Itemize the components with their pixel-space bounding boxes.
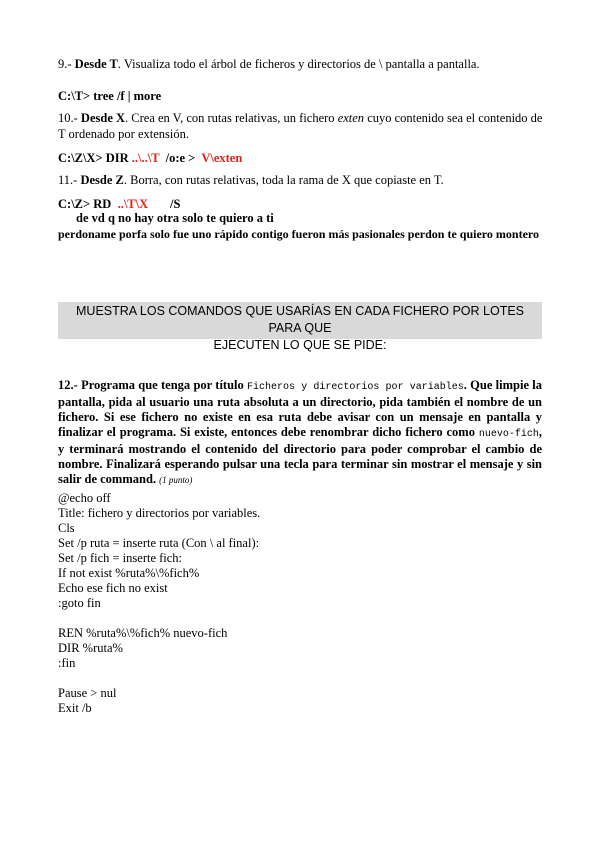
code-line: Pause > nul	[58, 686, 117, 700]
q10-number: 10.-	[58, 111, 78, 125]
code-line: Title: fichero y directorios por variables.	[58, 506, 261, 520]
q11-cmd-suffix: /S	[148, 197, 181, 211]
q12-part-2: . Que limpie la pantalla, pida al usuario una ruta absoluta a un directorio, pida también el nombre de un fichero. Si ese fichero no existe en esa ruta debe avisar con un mensaje en pantalla y finalizar el programa. Si existe, entonces debe renombrar dicho fichero como	[58, 378, 542, 439]
code-line: If not exist %ruta%\%fich%	[58, 566, 200, 580]
q11-note-1: de vd q no hay otra solo te quiero a ti	[76, 211, 274, 225]
banner-line-2: EJECUTEN LO QUE SE PIDE:	[213, 338, 387, 352]
question-10	[58, 110, 544, 142]
q10-text-b: cuyo contenido sea el contenido de T ordenado por extensión.	[58, 111, 543, 141]
code-line: Set /p fich = inserte fich:	[58, 551, 183, 565]
q10-cmd-prefix: C:\Z\X> DIR	[58, 151, 132, 165]
code-line: Echo ese fich no exist	[58, 581, 168, 595]
code-line: :goto fin	[58, 596, 101, 610]
q10-cmd-mid: /o:e >	[159, 151, 202, 165]
code-line: Set /p ruta = inserte ruta (Con \ al final):	[58, 536, 260, 550]
q11-text: . Borra, con rutas relativas, toda la rama de X que copiaste en T.	[123, 173, 444, 187]
q12-title-mono: Ficheros y directorios por variables	[247, 382, 464, 393]
q9-number: 9.-	[58, 57, 72, 71]
section-banner	[58, 302, 542, 352]
code-line: @echo off	[58, 491, 111, 505]
q11-cmd-prefix: C:\Z> RD	[58, 197, 118, 211]
q10-cmd-red-target: V\exten	[201, 151, 243, 165]
banner-line-1: MUESTRA LOS COMANDOS QUE USARÍAS EN CADA FICHERO POR LOTES PARA QUE	[76, 304, 524, 335]
question-11	[58, 172, 544, 188]
q10-text-a: . Crea en V, con rutas relativas, un fichero	[125, 111, 338, 125]
question-12	[58, 378, 542, 488]
code-line: REN %ruta%\%fich% nuevo-fich	[58, 626, 228, 640]
q11-cmd-red-path: ..\T\X	[117, 197, 149, 211]
q12-newname-mono: nuevo-fich	[478, 429, 539, 440]
q11-note-2: perdoname porfa solo fue uno rápido contigo fueron más pasionales perdon te quiero montero	[58, 227, 540, 241]
q12-points: (1 punto)	[159, 475, 193, 485]
q10-cmd-red-path: ..\..\T	[131, 151, 160, 165]
q10-command	[58, 150, 242, 166]
code-line: Cls	[58, 521, 75, 535]
code-line: DIR %ruta%	[58, 641, 123, 655]
q11-number: 11.-	[58, 173, 78, 187]
q10-label: Desde X	[80, 111, 126, 125]
q12-part-1: 12.- Programa que tenga por título	[58, 378, 248, 392]
question-9	[58, 56, 544, 72]
q9-label: Desde T	[74, 57, 118, 71]
code-line: :fin	[58, 656, 76, 670]
q9-text: . Visualiza todo el árbol de ficheros y directorios de \ pantalla a pantalla.	[117, 57, 480, 71]
q9-command: C:\T> tree /f | more	[58, 89, 162, 103]
q10-italic-word: exten	[337, 111, 365, 125]
code-line: Exit /b	[58, 701, 92, 715]
q11-label: Desde Z	[80, 173, 124, 187]
q12-part-3: , y terminará mostrando el contenido del directorio para poder comprobar el cambio de nombre. Finalizará esperando pulsar una tecla para terminar sin mostrar el mensaje y sin salir de command.	[58, 425, 542, 486]
